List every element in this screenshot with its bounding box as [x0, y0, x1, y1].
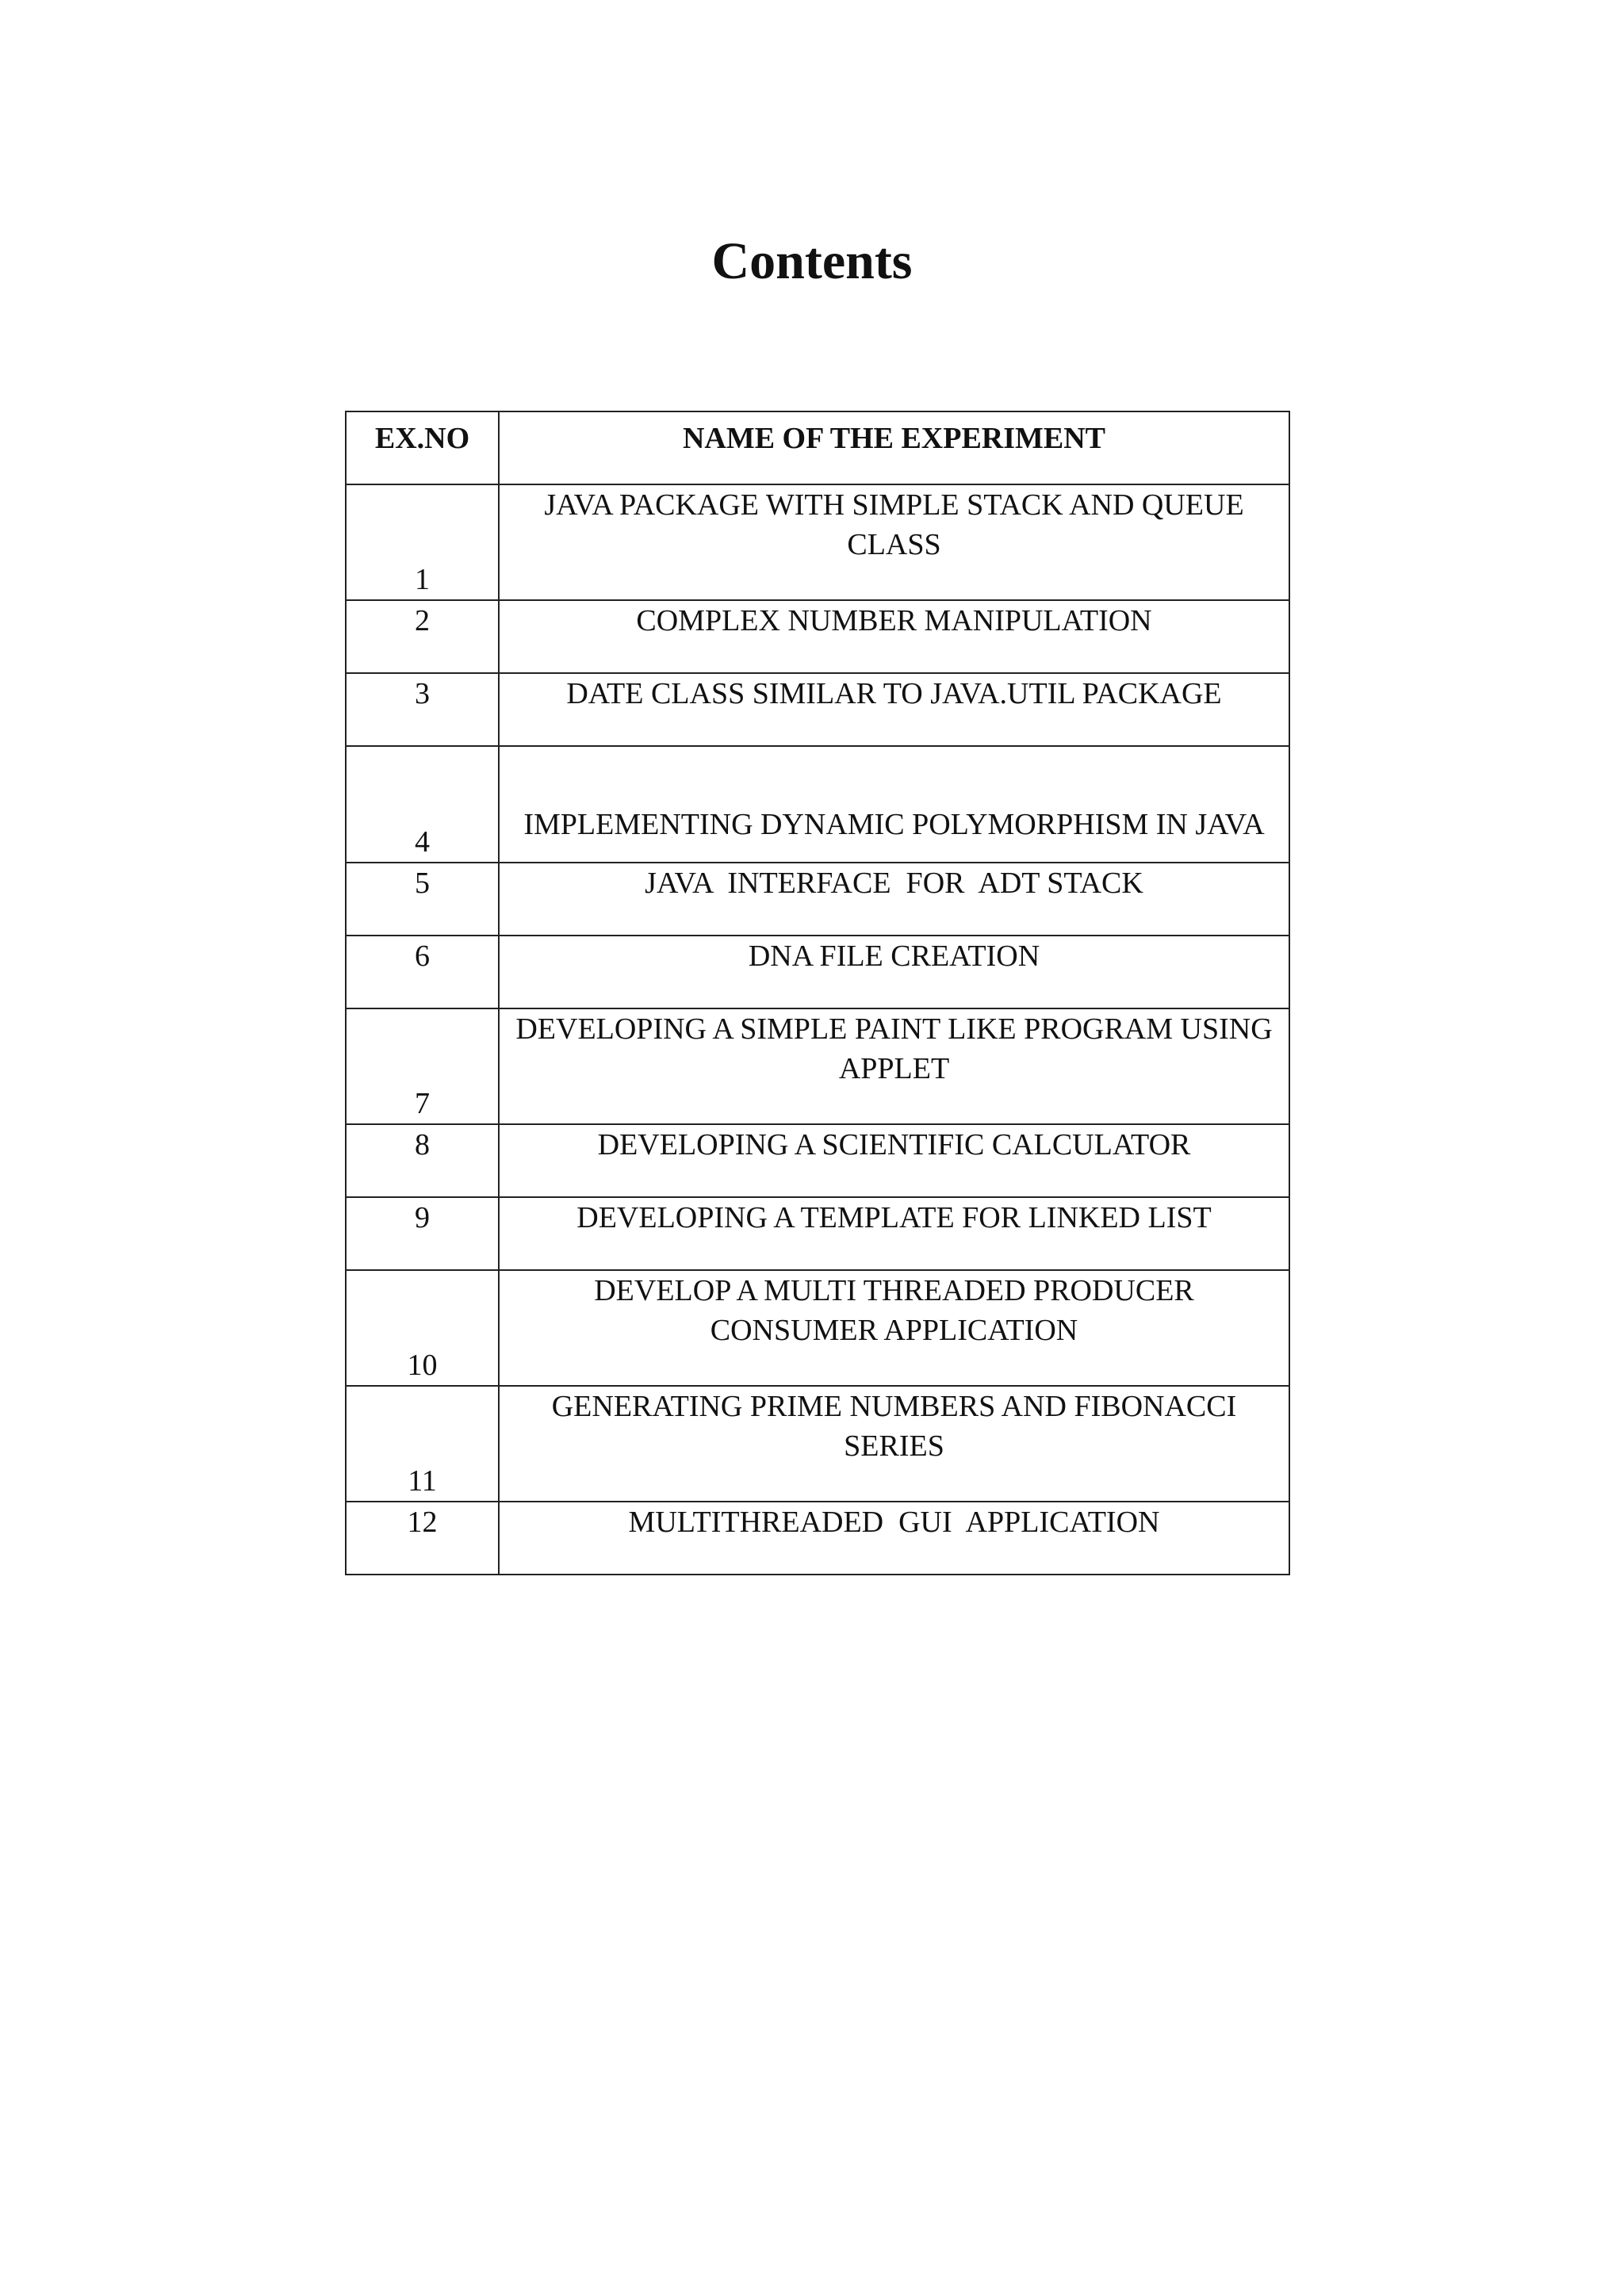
ex-no-cell: 1 [346, 484, 499, 600]
table-row [346, 484, 1289, 600]
experiment-name-cell: DEVELOPING A SIMPLE PAINT LIKE PROGRAM USING APPLET [499, 1008, 1289, 1124]
experiment-name-cell: MULTITHREADED GUI APPLICATION [499, 1502, 1289, 1575]
experiment-name-cell: DEVELOPING A SCIENTIFIC CALCULATOR [499, 1124, 1289, 1197]
table-row [346, 673, 1289, 746]
table-row [346, 1197, 1289, 1270]
ex-no-cell: 10 [346, 1270, 499, 1386]
experiment-name-cell: JAVA INTERFACE FOR ADT STACK [499, 863, 1289, 936]
table-row [346, 1008, 1289, 1124]
table-row [346, 1386, 1289, 1502]
table-header-row [346, 411, 1289, 484]
ex-no-cell: 12 [346, 1502, 499, 1575]
table-row [346, 863, 1289, 936]
table-row [346, 746, 1289, 863]
experiment-name-cell: DEVELOPING A TEMPLATE FOR LINKED LIST [499, 1197, 1289, 1270]
table-row [346, 1502, 1289, 1575]
header-experiment-name: NAME OF THE EXPERIMENT [499, 411, 1289, 484]
table-row [346, 600, 1289, 673]
ex-no-cell: 11 [346, 1386, 499, 1502]
table-row [346, 1270, 1289, 1386]
experiment-name-cell: IMPLEMENTING DYNAMIC POLYMORPHISM IN JAVA [499, 746, 1289, 863]
table-row [346, 1124, 1289, 1197]
header-ex-no: EX.NO [346, 411, 499, 484]
ex-no-cell: 7 [346, 1008, 499, 1124]
experiment-name-cell: DATE CLASS SIMILAR TO JAVA.UTIL PACKAGE [499, 673, 1289, 746]
ex-no-cell: 2 [346, 600, 499, 673]
contents-table [345, 411, 1290, 1575]
experiment-name-cell: JAVA PACKAGE WITH SIMPLE STACK AND QUEUE CLASS [499, 484, 1289, 600]
table-row [346, 936, 1289, 1008]
ex-no-cell: 9 [346, 1197, 499, 1270]
ex-no-cell: 4 [346, 746, 499, 863]
experiment-name-cell: DNA FILE CREATION [499, 936, 1289, 1008]
ex-no-cell: 8 [346, 1124, 499, 1197]
experiment-name-cell: DEVELOP A MULTI THREADED PRODUCER CONSUMER APPLICATION [499, 1270, 1289, 1386]
ex-no-cell: 6 [346, 936, 499, 1008]
ex-no-cell: 3 [346, 673, 499, 746]
ex-no-cell: 5 [346, 863, 499, 936]
page-title: Contents [711, 232, 913, 290]
experiment-name-cell: COMPLEX NUMBER MANIPULATION [499, 600, 1289, 673]
experiment-name-cell: GENERATING PRIME NUMBERS AND FIBONACCI SERIES [499, 1386, 1289, 1502]
